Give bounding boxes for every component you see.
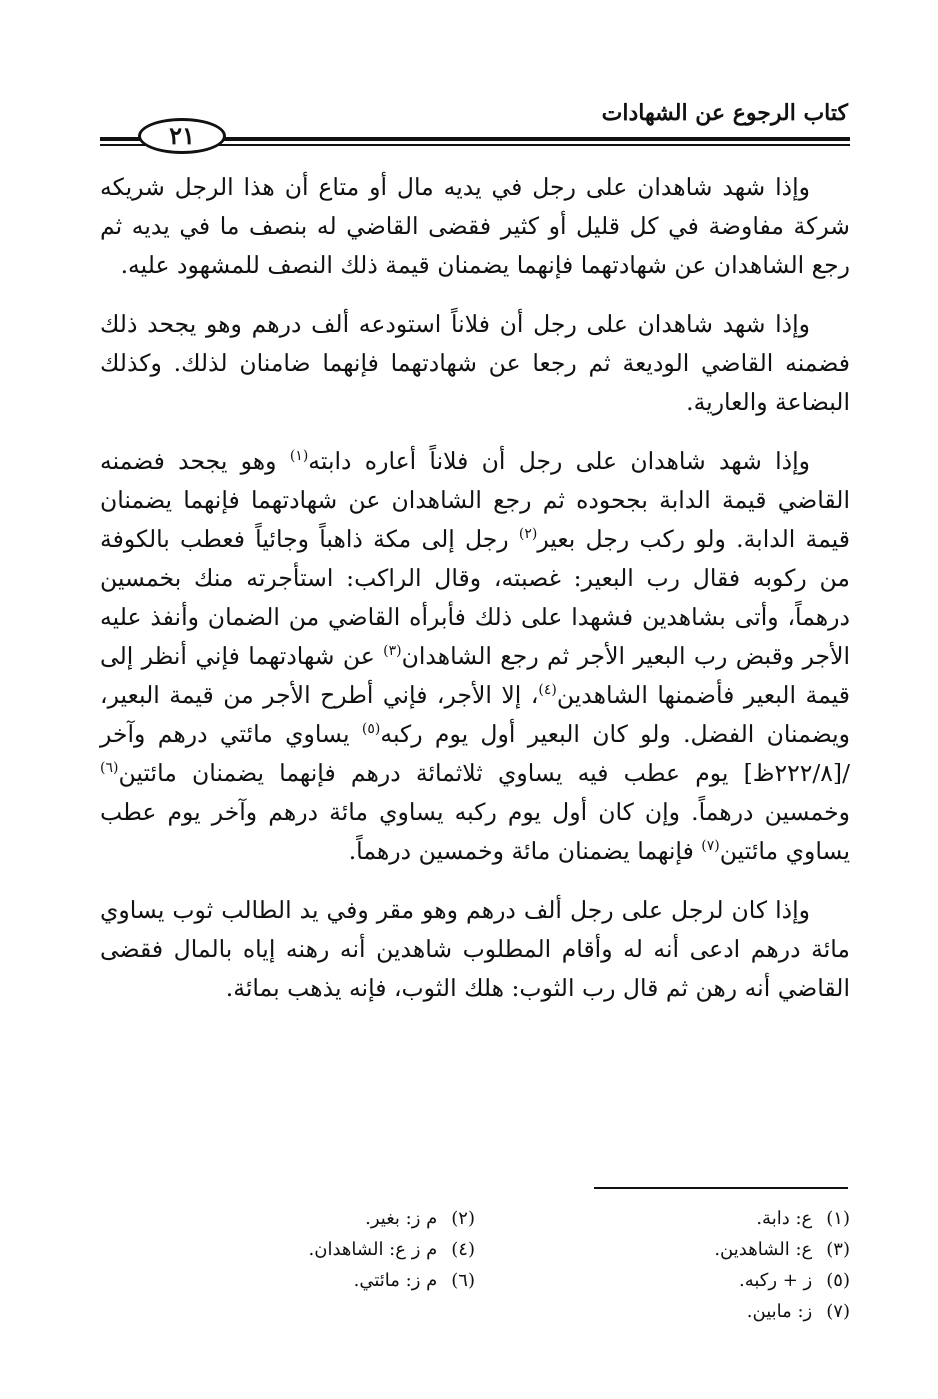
footnote-2 — [100, 1203, 475, 1234]
footnote-number: (١) — [826, 1208, 850, 1229]
footnote-number: (٣) — [826, 1239, 850, 1260]
footnote-text: ع: الشاهدين. — [714, 1239, 813, 1260]
footnote-number: (٢) — [451, 1208, 475, 1229]
footnote-text: ع: دابة. — [756, 1208, 813, 1229]
footnote-number: (٥) — [826, 1270, 850, 1291]
footnote-row — [100, 1234, 850, 1265]
text-segment: وإذا شهد شاهدان على رجل أن فلاناً أعاره دابته — [308, 447, 810, 475]
footnote-ref-3: (٣) — [383, 643, 402, 660]
paragraph-1: وإذا شهد شاهدان على رجل في يديه مال أو متاع أن هذا الرجل شريكه شركة مفاوضة في كل قليل أو كثير فقضى القاضي له بنصف ما في يديه ثم رجع الشاهدان عن شهادتهما فإنهما يضمنان قيمة ذلك النصف للمشهود عليه. — [100, 173, 850, 279]
main-text — [100, 168, 850, 1008]
footnote-row — [100, 1265, 850, 1296]
footnote-text: م ز ع: الشاهدان. — [308, 1239, 438, 1260]
footnote-text: ز + ركبه. — [738, 1270, 813, 1291]
running-title: كتاب الرجوع عن الشهادات — [601, 100, 848, 126]
footnote-ref-1: (١) — [289, 448, 309, 465]
text-segment: رجل إلى مكة ذاهباً وجائياً فعطب بالكوفة من ركوبه فقال رب البعير: غصبته، وقال الراكب: استأجرته منك بخمسين درهماً، وأتى بشاهدين فشهدا على ذلك فأبرأه القاضي من الضمان وأنفذ عليه الأجر وقبض رب البعير الأجر ثم رجع الشاهدان — [100, 525, 851, 670]
paragraph-3 — [100, 442, 850, 871]
footnote-row — [100, 1296, 850, 1327]
footnote-ref-5: (٥) — [361, 721, 381, 738]
text-segment: يساوي مائتي درهم وآخر /[٢٢٢/٨ظ] يوم عطب فيه يساوي ثلاثمائة درهم فإنهما يضمنان مائتين — [100, 720, 850, 787]
footnote-text: م ز: مائتي. — [353, 1270, 438, 1291]
text-segment: عن شهادتهما فإني أنظر إلى قيمة البعير فأضمنها الشاهدين — [100, 642, 850, 709]
footnote-7 — [475, 1296, 850, 1327]
page-header — [100, 96, 850, 156]
footnote-3 — [475, 1234, 850, 1265]
footnote-text: م ز: بغير. — [365, 1208, 438, 1229]
footnote-ref-6: (٦) — [100, 760, 119, 777]
footnote-text: ز: مابين. — [746, 1301, 813, 1322]
footnote-number: (٤) — [451, 1239, 475, 1260]
footnote-separator — [594, 1187, 848, 1189]
footnote-5 — [475, 1265, 850, 1296]
paragraph-2: وإذا شهد شاهدان على رجل أن فلاناً استودعه ألف درهم وهو يجحد ذلك فضمنه القاضي الوديعة ثم رجعا عن شهادتهما فإنهما ضامنان لذلك. وكذلك البضاعة والعارية. — [100, 310, 850, 416]
footnotes — [100, 1203, 850, 1327]
footnote-ref-4: (٤) — [538, 682, 557, 699]
footnote-1 — [475, 1203, 850, 1234]
footnote-number: (٧) — [826, 1301, 850, 1322]
footnote-6 — [100, 1265, 475, 1296]
text-segment: فإنهما يضمنان مائة وخمسين درهماً. — [348, 837, 702, 865]
text-segment: ، إلا الأجر، فإني أطرح الأجر من قيمة البعير، ويضمنان الفضل. ولو كان البعير أول يوم ركبه — [100, 681, 850, 748]
footnote-row — [100, 1203, 850, 1234]
footnote-4 — [100, 1234, 475, 1265]
text-segment: وخمسين درهماً. وإن كان أول يوم ركبه يساوي مائة درهم وآخر يوم عطب يساوي مائتين — [100, 798, 850, 865]
paragraph-4: وإذا كان لرجل على رجل ألف درهم وهو مقر وفي يد الطالب ثوب يساوي مائة درهم ادعى أنه له وأقام المطلوب شاهدين أنه رهنه إياه بالمال فقضى القاضي أنه رهن ثم قال رب الثوب: هلك الثوب، فإنه يذهب بمائة. — [100, 896, 850, 1002]
text-segment: وهو يجحد فضمنه القاضي قيمة الدابة بجحوده ثم رجع الشاهدان عن شهادتهما فإنهما يضمنان قيمة الدابة. ولو ركب رجل بعير — [100, 447, 850, 553]
footnote-ref-7: (٧) — [701, 838, 720, 855]
footnote-number: (٦) — [451, 1270, 475, 1291]
page-number: ٢١ — [138, 118, 226, 154]
footnote-ref-2: (٢) — [518, 526, 538, 543]
